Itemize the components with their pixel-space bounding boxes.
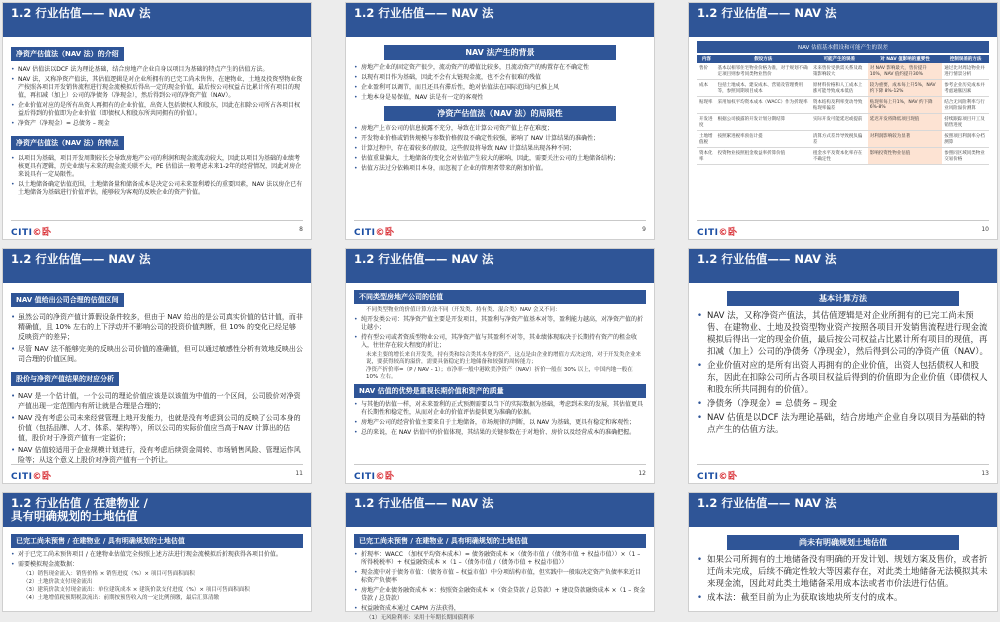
table-cell: 根据公司披露的开发计划分期结算 bbox=[716, 114, 811, 131]
sub-text: （1）销售现金流入：销售价格 × 销售进度（%）× 项目可售面积面积 bbox=[23, 571, 195, 577]
bullet-text: • NAV 是一个估计值，一个公司的理论价值应该是以该值为中值的一个区间，公司股价对净资产值出现一定范围内有所让就是合理是合理的； bbox=[11, 391, 303, 411]
table-cell: 采用加权平均资本成本（WACC）作为折现率 bbox=[716, 97, 811, 114]
slide-title: 1.2 行业估值—— NAV 法 bbox=[354, 496, 494, 510]
section-header-bar: 不同类型房地产公司的估值 bbox=[354, 290, 646, 304]
slide-body bbox=[697, 41, 989, 217]
table-cell: 较为重要，成本每上升5%，NAV 约下降 8%-12% bbox=[868, 80, 943, 97]
bullet-text: • 现金流中对于债务市值：（债务市值 – 权益市值）中分项结构市值，但实践中一般取决定资产负债率来近目标资产负债率 bbox=[354, 569, 646, 585]
slide-title: 1.2 行业估值—— NAV 法 bbox=[11, 6, 151, 20]
table-header-cell: 假设方法 bbox=[716, 55, 811, 63]
slide-thumbnail[interactable] bbox=[345, 248, 655, 484]
table-cell: 贴现率每上升1%，NAV 约下降 6%-8% bbox=[868, 97, 943, 114]
slide-title: 1.2 行业估值—— NAV 法 bbox=[354, 252, 494, 266]
bullet-text: • 总的来说，在 NAV 估值中的价值体现，其结果的关键参数在于对地价、房价以及经营成本的准确把握。 bbox=[354, 429, 646, 437]
table-header-cell: 对 NAV 值影响的重要性 bbox=[868, 55, 943, 63]
slide-body bbox=[354, 531, 646, 621]
section-header-bar: 基本计算方法 bbox=[727, 291, 959, 306]
page-number: 8 bbox=[299, 226, 303, 233]
bullet-text: • 需要模拟现金流数据： bbox=[11, 561, 303, 569]
table-cell: 结合无风险利率与行业风险溢价测算 bbox=[942, 97, 989, 114]
table-cell: 对利润影响较为显著 bbox=[868, 131, 943, 148]
bullet-text: • 以土地储备确定估值范围，土地储备量和储备成本是决定公司未来盈利增长的重要因素，NAV 法以房企已有土地储备为基础进行价值评估，能够较为客观的反映企业的资产价值。 bbox=[11, 181, 303, 197]
sub-text: 净资产折价率=（P / NAV - 1）；市净率一般中港欧美净资产（NAV）折价一般在 30% 以上，中国内地一般在 10% 左右。 bbox=[366, 367, 633, 380]
section-header-bar: 已完工尚未预售 / 在建物业 / 具有明确规划的土地估值 bbox=[11, 534, 303, 548]
slide-thumbnail[interactable] bbox=[345, 492, 655, 621]
table-row bbox=[697, 80, 989, 97]
table-cell: 成本 bbox=[697, 80, 716, 97]
table-cell: 清算方式差异导致税负偏差 bbox=[811, 131, 868, 148]
logo-mark-icon: ©卧 bbox=[32, 228, 52, 238]
bullet-text: • 折现率：WACC （加权平均资本成本）= 债务融资成本 ×（债务市值 /（债务市值 + 权益市值））×（1 – 所得税税率）+ 权益融资成本 ×（1 –（债务市值 /（债务市值 + 权益市值）） bbox=[354, 551, 646, 567]
table-row bbox=[697, 148, 989, 165]
sub-text: （4）土地增值税预期税款流出：前期按预售收入的一定比例预缴，最后汇算清缴 bbox=[23, 595, 220, 601]
page-number: 12 bbox=[638, 470, 646, 477]
bullet-text: • 以项目为基础，项目开发周期较长会导致房地产公司的利润和现金流波动较大，因此以项目为基础的业绩考核更具有逻辑，历史业绩与未来的现金流关联不大，PE 估值法一般考虑未来1-2年的经营情况，因此对房企来说具有一定局限性。 bbox=[11, 155, 303, 179]
logo-mark-icon: ©卧 bbox=[718, 472, 738, 482]
citi-logo bbox=[697, 225, 737, 238]
slide-title: 1.2 行业估值—— NAV 法 bbox=[697, 6, 837, 20]
bullet-text: • 房地产企业的固定资产很少，流动资产的增值比较多，且流动资产的购置存在不确定性 bbox=[354, 64, 646, 72]
bullet-text: • 权益融资成本通过 CAPM 方法获得， bbox=[354, 605, 646, 613]
bullet-text: • NAV 法，又称净资产值法，其估值逻辑是对企业所拥有的已完工尚未售售、在建物业、土地及投资型物业资产按照各项目开发销售流程进行现金流模拟后得出一定的现金价值，最后按公司权益占比累计所有项目的现值，再扣减（加上）公司的净债务（净现金），然后得到公司的净资产值（NAV）。 bbox=[11, 76, 303, 100]
slide-footer bbox=[697, 464, 989, 480]
table-cell: 原材料价格和人工成本上涨可能导致成本低估 bbox=[811, 80, 868, 97]
section-header-bar: 已完工尚未预售 / 在建物业 / 具有明确规划的土地估值 bbox=[354, 534, 646, 548]
table-cell: 按照累进税率预估计提 bbox=[716, 131, 811, 148]
slide-body bbox=[697, 287, 989, 461]
table-row bbox=[697, 97, 989, 114]
sub-text: 不同类型物业的价值计算方法不同（开发类、持有类、混合类）NAV 会又不同： bbox=[366, 307, 561, 313]
bullet-text: • NAV 估值是以DCF 法为理论基础，结合房地产企业自身以项目为基础的特点产生的估值方法。 bbox=[697, 412, 989, 436]
table-cell: 资本化率 bbox=[697, 148, 716, 165]
table-row bbox=[697, 131, 989, 148]
section-header-bar: NAV 值给出公司合理的估值区间 bbox=[11, 293, 124, 307]
bullet-text: • NAV 法，又称净资产值法，其估值逻辑是对企业所拥有的已完工尚未预售、在建物业、土地及投资型物业资产按照各项目开发销售流程进行现金流模拟后得出一定的现金价值，最后按公司权益占比累计所有项目的现值，再扣减（加上）公司的净债务（净现金），然后得到公司的净资产值（NAV）。 bbox=[697, 310, 989, 358]
bullet-text: • 与其他的估值一样，对未来盈利的正式预测需要以当下的实际数据为基础，考虑到未来的发展，其估值更具有长期性和稳定性，从而对企业的价值评估提供更为准确的依据。 bbox=[354, 401, 646, 417]
slide-thumbnail[interactable] bbox=[688, 248, 998, 484]
bullet-text: • 成本法：截至目前为止为获取该地块所支付的成本。 bbox=[697, 592, 989, 604]
sub-text: 未来主要的增长来自开发类，持有类和综合类其本身的资产，这点是由企业的增值方式决定的，对于开发类企业来说，要获得较高的溢价，需要具备稳定的土地储备和较强的周转能力； bbox=[366, 352, 642, 365]
slide-title: 1.2 行业估值—— NAV 法 bbox=[11, 252, 151, 266]
slide-thumbnail[interactable] bbox=[2, 2, 312, 240]
bullet-text: • 计算过程中，存在着较多的假设，这些假设将导致 NAV 计算结果出现各种不同； bbox=[354, 145, 646, 153]
table-cell: 贴现率 bbox=[697, 97, 716, 114]
slide-body bbox=[11, 287, 303, 464]
slide-title: 1.2 行业估值 / 在建物业 / 具有明确规划的土地估值 bbox=[11, 496, 148, 523]
table-header-cell: 内容 bbox=[697, 55, 716, 63]
table-header-cell: 控制误差的方法 bbox=[942, 55, 989, 63]
table-cell: 投资物业按照租金收益率折算价值 bbox=[716, 148, 811, 165]
section-header-bar: 股价与净资产值结果的对应分析 bbox=[11, 372, 119, 386]
table-cell: 对 NAV 影响最大，售价提升10%，NAV 值约提升30% bbox=[868, 63, 943, 80]
slide-title: 1.2 行业估值—— NAV 法 bbox=[697, 496, 837, 510]
table-cell: 通过比对周边物业并进行情景分析 bbox=[942, 63, 989, 80]
citi-logo bbox=[11, 469, 51, 482]
page-number: 11 bbox=[295, 470, 303, 477]
bullet-text: • 房地产公司的经营价值主要来自于土地储备，市场规律的判断，以 NAV 为基础，更具有稳定和客观性； bbox=[354, 419, 646, 427]
table-header-cell: 可能产生的误差 bbox=[811, 55, 868, 63]
slide-footer bbox=[697, 220, 989, 236]
table-cell: 基本以相邻住宅物业价格为准，对于规划不确定项目则参考同类物业售价 bbox=[716, 63, 811, 80]
bullet-text: • 以现有项目作为基础，因此不会有太链现金流，也不会有很难的残值 bbox=[354, 74, 646, 82]
bullet-text: • 净资产（净现金）= 总债务 – 现金 bbox=[11, 120, 303, 128]
table-cell: 参照同区域同类物业交易价格 bbox=[942, 148, 989, 165]
bullet-text: • 土地本身是易保值，NAV 法是有一定的客观性 bbox=[354, 94, 646, 102]
table-cell: 土地增值税 bbox=[697, 131, 716, 148]
slide-thumbnail[interactable] bbox=[688, 492, 998, 612]
bullet-text: • NAV 估值较适用于企业规模计划进行，没有考虑后续资金周转、市场销售风险、管理运作风险等；从这个意义上股价对净资产值有一个折让。 bbox=[11, 445, 303, 465]
table-cell: 参考企业历史成本并考虑通胀因素 bbox=[942, 80, 989, 97]
citi-wordmark: CITI bbox=[697, 472, 719, 482]
slide-thumbnail[interactable] bbox=[2, 492, 312, 612]
bullet-text: • 开发物业价格或销售规模与参数价格假设不确定性较强，影响了 NAV 计算结果的准确性； bbox=[354, 135, 646, 143]
bullet-text: • 估值方法过分依赖项目本身，而忽视了企业的管理者带来的附加价值。 bbox=[354, 165, 646, 173]
table-title: NAV 估值基本假设和可能产生的误差 bbox=[697, 41, 989, 53]
bullet-text: • NAV 没有考虑公司未来经营管理上地开发能力，也就是没有考虑到公司的反映了公司本身的价值（包括品牌、人才、体系、架构等），所以公司的实际价值应当高于NAV 计算出的估值，股价对于净资产值有一定溢价； bbox=[11, 413, 303, 443]
slide-thumbnail[interactable] bbox=[2, 248, 312, 484]
sub-text: （2）土地价款支付现金流出 bbox=[23, 579, 93, 585]
slide-body bbox=[697, 531, 989, 603]
citi-logo bbox=[11, 225, 51, 238]
slide-body bbox=[11, 41, 303, 217]
bullet-text: • 房地产上市公司的信息披露不充分，导致在计算公司资产值上存在难度； bbox=[354, 125, 646, 133]
table-cell: 开发进度 bbox=[697, 114, 716, 131]
bullet-text: • 尽管 NAV 法不能够完美的反映出公司价值的准确值，但可以通过敏感性分析有效地反映出公司合理的价值区间。 bbox=[11, 344, 303, 364]
slide-body bbox=[11, 531, 303, 601]
section-header-bar: NAV 法产生的背景 bbox=[384, 45, 616, 60]
assumption-table bbox=[697, 55, 989, 165]
citi-wordmark: CITI bbox=[354, 472, 376, 482]
section-header-bar: 净资产估值法（NAV 法）的局限性 bbox=[384, 106, 616, 121]
citi-wordmark: CITI bbox=[354, 228, 376, 238]
logo-mark-icon: ©卧 bbox=[718, 228, 738, 238]
bullet-text: • 对于已完工尚未预售项目 / 在建物业估值完全按照上述方法进行现金流模拟后折现获得各项目价值。 bbox=[11, 551, 303, 559]
slide-footer bbox=[354, 464, 646, 480]
logo-mark-icon: ©卧 bbox=[32, 472, 52, 482]
bullet-text: • 企业盈利可以调节，而且还具有滞后性，绝对估值法在国际范围内已推上风 bbox=[354, 84, 646, 92]
slide-body bbox=[354, 41, 646, 217]
slide-body bbox=[354, 287, 646, 461]
citi-wordmark: CITI bbox=[11, 228, 33, 238]
table-cell: 实际开发可能延迟或提前 bbox=[811, 114, 868, 131]
bullet-text: • 持有型公司或者资质型物业公司，其净资产值与其盈利不对等，其业绩体现取决于长期持有资产的租金收入，往往存在较大程度的折让； bbox=[354, 334, 646, 350]
table-cell: 未来售价受供需关系及政策影响较大 bbox=[811, 63, 868, 80]
page-number: 9 bbox=[642, 226, 646, 233]
citi-logo bbox=[354, 225, 394, 238]
bullet-text: • 企业价值对应的是所有出资人再拥有的企业价值，出资人包括债权人和股东，因此在扣除公司所占各项目权益后得到的价值即为企业价值（即债权人和股东所共同拥有的价值）。 bbox=[11, 102, 303, 118]
table-row bbox=[697, 114, 989, 131]
section-header-bar: 净资产估值法（NAV 法）的特点 bbox=[11, 136, 124, 150]
table-cell: 资本结构及利率变动导致贴现率偏差 bbox=[811, 97, 868, 114]
slide-footer bbox=[354, 220, 646, 236]
bullet-text: • 纯开发类公司：其净资产值主要是开发项目，其盈利与净资产值基本对等，盈利能力越高，对净资产值的折让越小； bbox=[354, 316, 646, 332]
section-header-bar: 尚未有明确规划土地估值 bbox=[727, 535, 959, 550]
slide-footer bbox=[11, 220, 303, 236]
table-cell: 延迟开发将降低项目现值 bbox=[868, 114, 943, 131]
bullet-text: • 企业价值对应的是所有出资人再拥有的企业价值，出资人包括债权人和股东，因此在扣除公司所占各项目权益后得到的价值即为企业价值（即债权人和股东所共同拥有的价值）。 bbox=[697, 360, 989, 396]
citi-wordmark: CITI bbox=[11, 472, 33, 482]
slide-thumbnail[interactable] bbox=[345, 2, 655, 240]
slide-title: 1.2 行业估值—— NAV 法 bbox=[354, 6, 494, 20]
table-cell: 包括土地成本、建安成本、营销及管理费用等，参照同期项目成本 bbox=[716, 80, 811, 97]
slide-footer bbox=[11, 464, 303, 480]
bullet-text: • NAV 估值法以DCF 法为理论基础，结合房地产企业自身以项目为基础的特点产生的估值方法。 bbox=[11, 66, 303, 74]
sub-text: （3）建筑价款支付现金流出：单位建筑成本 × 建筑价款支付进度（%）× 项目可售面积面积 bbox=[23, 587, 250, 593]
citi-logo bbox=[354, 469, 394, 482]
table-row bbox=[697, 63, 989, 80]
slide-thumbnail[interactable] bbox=[688, 2, 998, 240]
slide-title: 1.2 行业估值—— NAV 法 bbox=[697, 252, 837, 266]
section-header-bar: 净资产估值法（NAV 法）的介绍 bbox=[11, 47, 124, 61]
table-cell: 影响投资性物业估值 bbox=[868, 148, 943, 165]
page-number: 13 bbox=[981, 470, 989, 477]
bullet-text: • 如果公司所拥有的土地储备没有明确的开发计划、规划方案及售价，或者折迁尚未完成，后续不确定性较大等因素存在，对此类土地储备无法模拟其未来现金流，因此对此类土地储备采用成本法或者市价法进行估值。 bbox=[697, 554, 989, 590]
citi-logo bbox=[697, 469, 737, 482]
bullet-text: • 估值重量偏大，土地储备的变化会对估值产生较大的影响，因此，需要关注公司的土地储备结构； bbox=[354, 155, 646, 163]
section-header-bar: NAV 估值的优势是重视长期价值和资产的质量 bbox=[354, 384, 646, 398]
page-number: 10 bbox=[981, 226, 989, 233]
table-cell: 租金水平及资本化率存在不确定性 bbox=[811, 148, 868, 165]
table-cell: 售价 bbox=[697, 63, 716, 80]
logo-mark-icon: ©卧 bbox=[375, 472, 395, 482]
table-cell: 按照项目利润率分档测算 bbox=[942, 131, 989, 148]
citi-wordmark: CITI bbox=[697, 228, 719, 238]
bullet-text: • 虽然公司的净资产值计算假设条件较多，但由于 NAV 给出的是公司真实价值的估计值，而非精确值，且 10% 左右的上下浮动并不影响公司的投资价值判断，但 10% 的变化已经足够反映资产的差异； bbox=[11, 312, 303, 342]
bullet-text: • 房地产企业债务融资成本 ×：按照资金融资成本 ×（资金贷款 / 总贷款）+ 建设贷款融资成本 ×（1 – 资金贷款 / 总贷款） bbox=[354, 587, 646, 603]
bullet-text: • 净债务（净现金）= 总债务 – 现金 bbox=[697, 398, 989, 410]
sub-text: （1）无风险利率：采用十年期长期国债利率 bbox=[366, 615, 475, 621]
table-cell: 持续跟踪项目开工及销售进度 bbox=[942, 114, 989, 131]
logo-mark-icon: ©卧 bbox=[375, 228, 395, 238]
